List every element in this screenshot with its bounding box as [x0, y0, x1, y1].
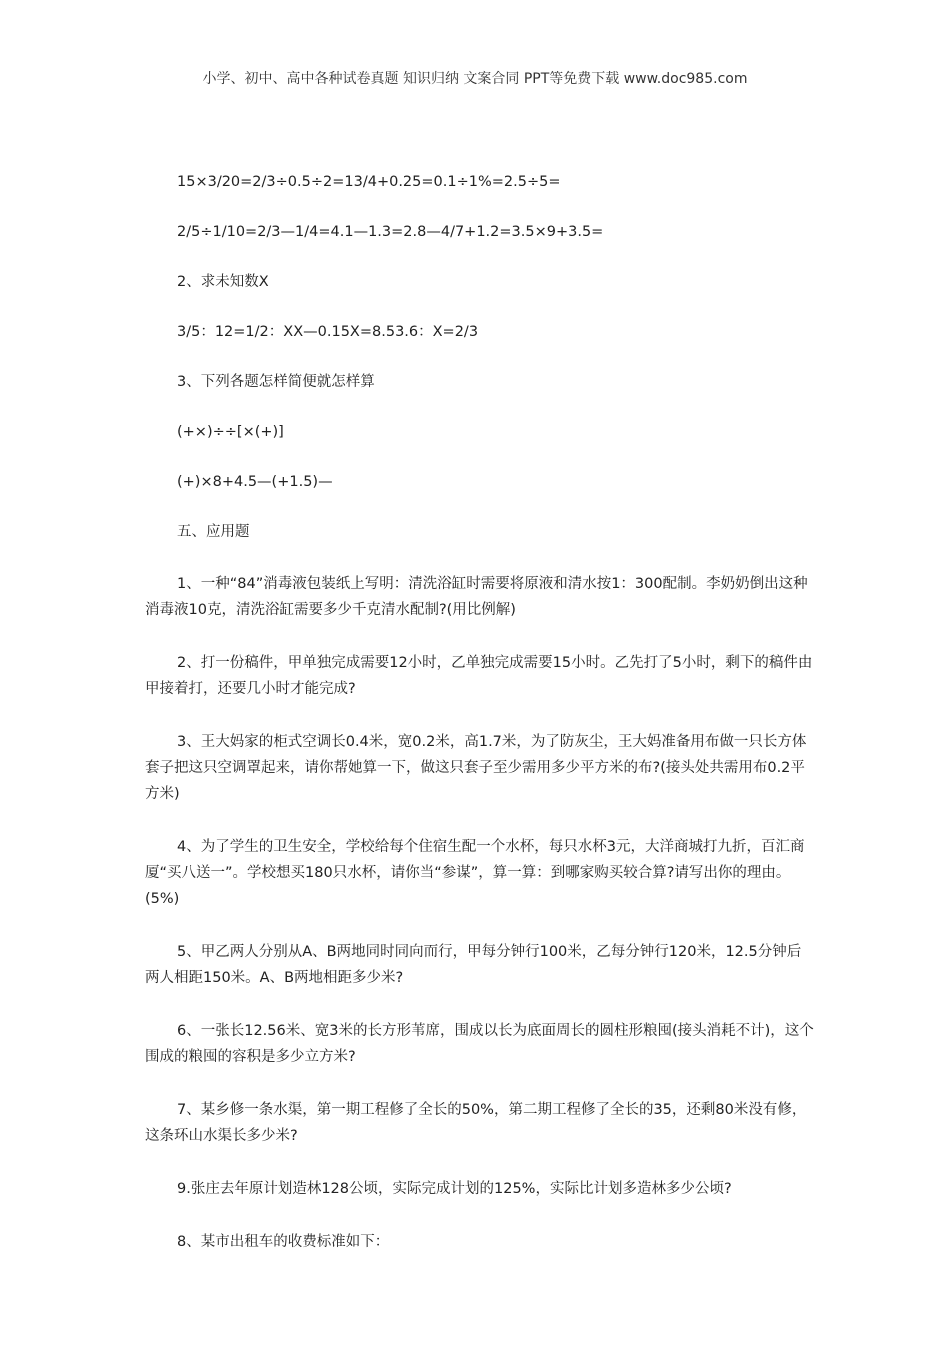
- section-2-title: 2、求未知数X: [177, 274, 269, 290]
- section-3-line-2: (+)×8+4.5—(+1.5)—: [177, 474, 333, 490]
- section-3-title: 3、下列各题怎样简便就怎样算: [177, 374, 375, 390]
- problem-6: 6、一张长12.56米、宽3米的长方形苇席，围成以长为底面周长的圆柱形粮囤(接头消耗不计)，这个围成的粮囤的容积是多少立方米?: [145, 1023, 814, 1065]
- problem-8: 8、某市出租车的收费标准如下：: [177, 1234, 390, 1250]
- calc-line-2: 2/5÷1/10=2/3—1/4=4.1—1.3=2.8—4/7+1.2=3.5×9+3.5=: [177, 224, 604, 240]
- section-2-body: 3/5：12=1/2：XX—0.15X=8.53.6：X=2/3: [177, 324, 479, 340]
- problem-2: 2、打一份稿件，甲单独完成需要12小时，乙单独完成需要15小时。乙先打了5小时，剩下的稿件由甲接着打，还要几小时才能完成?: [145, 655, 813, 697]
- problem-3: 3、王大妈家的柜式空调长0.4米，宽0.2米，高1.7米，为了防灰尘，王大妈准备用布做一只长方体套子把这只空调罩起来，请你帮她算一下，做这只套子至少需用多少平方米的布?(接头处共需用布0.2平方米): [145, 734, 807, 802]
- section-3-line-1: (+×)÷÷[×(+)]: [177, 424, 284, 440]
- calc-line-1: 15×3/20=2/3÷0.5÷2=13/4+0.25=0.1÷1%=2.5÷5=: [177, 174, 561, 190]
- document-body: [145, 170, 815, 1255]
- problem-9: 9.张庄去年原计划造林128公顷，实际完成计划的125%，实际比计划多造林多少公顷?: [177, 1181, 732, 1197]
- problem-4: 4、为了学生的卫生安全，学校给每个住宿生配一个水杯，每只水杯3元，大洋商城打九折，百汇商厦“买八送一”。学校想买180只水杯，请你当“参谋”，算一算：到哪家购买较合算?请写出你的理由。(5%): [145, 839, 805, 907]
- section-5-title: 五、应用题: [177, 524, 250, 540]
- problem-5: 5、甲乙两人分别从A、B两地同时同向而行，甲每分钟行100米，乙每分钟行120米，12.5分钟后两人相距150米。A、B两地相距多少米?: [145, 944, 802, 986]
- page-header: 小学、初中、高中各种试卷真题 知识归纳 文案合同 PPT等免费下载 www.doc985.com: [202, 71, 748, 87]
- problem-1: 1、一种“84”消毒液包装纸上写明：清洗浴缸时需要将原液和清水按1：300配制。李奶奶倒出这种消毒液10克，清洗浴缸需要多少千克清水配制?(用比例解): [145, 576, 808, 618]
- problem-7: 7、某乡修一条水渠，第一期工程修了全长的50%，第二期工程修了全长的35，还剩80米没有修，这条环山水渠长多少米?: [145, 1102, 807, 1144]
